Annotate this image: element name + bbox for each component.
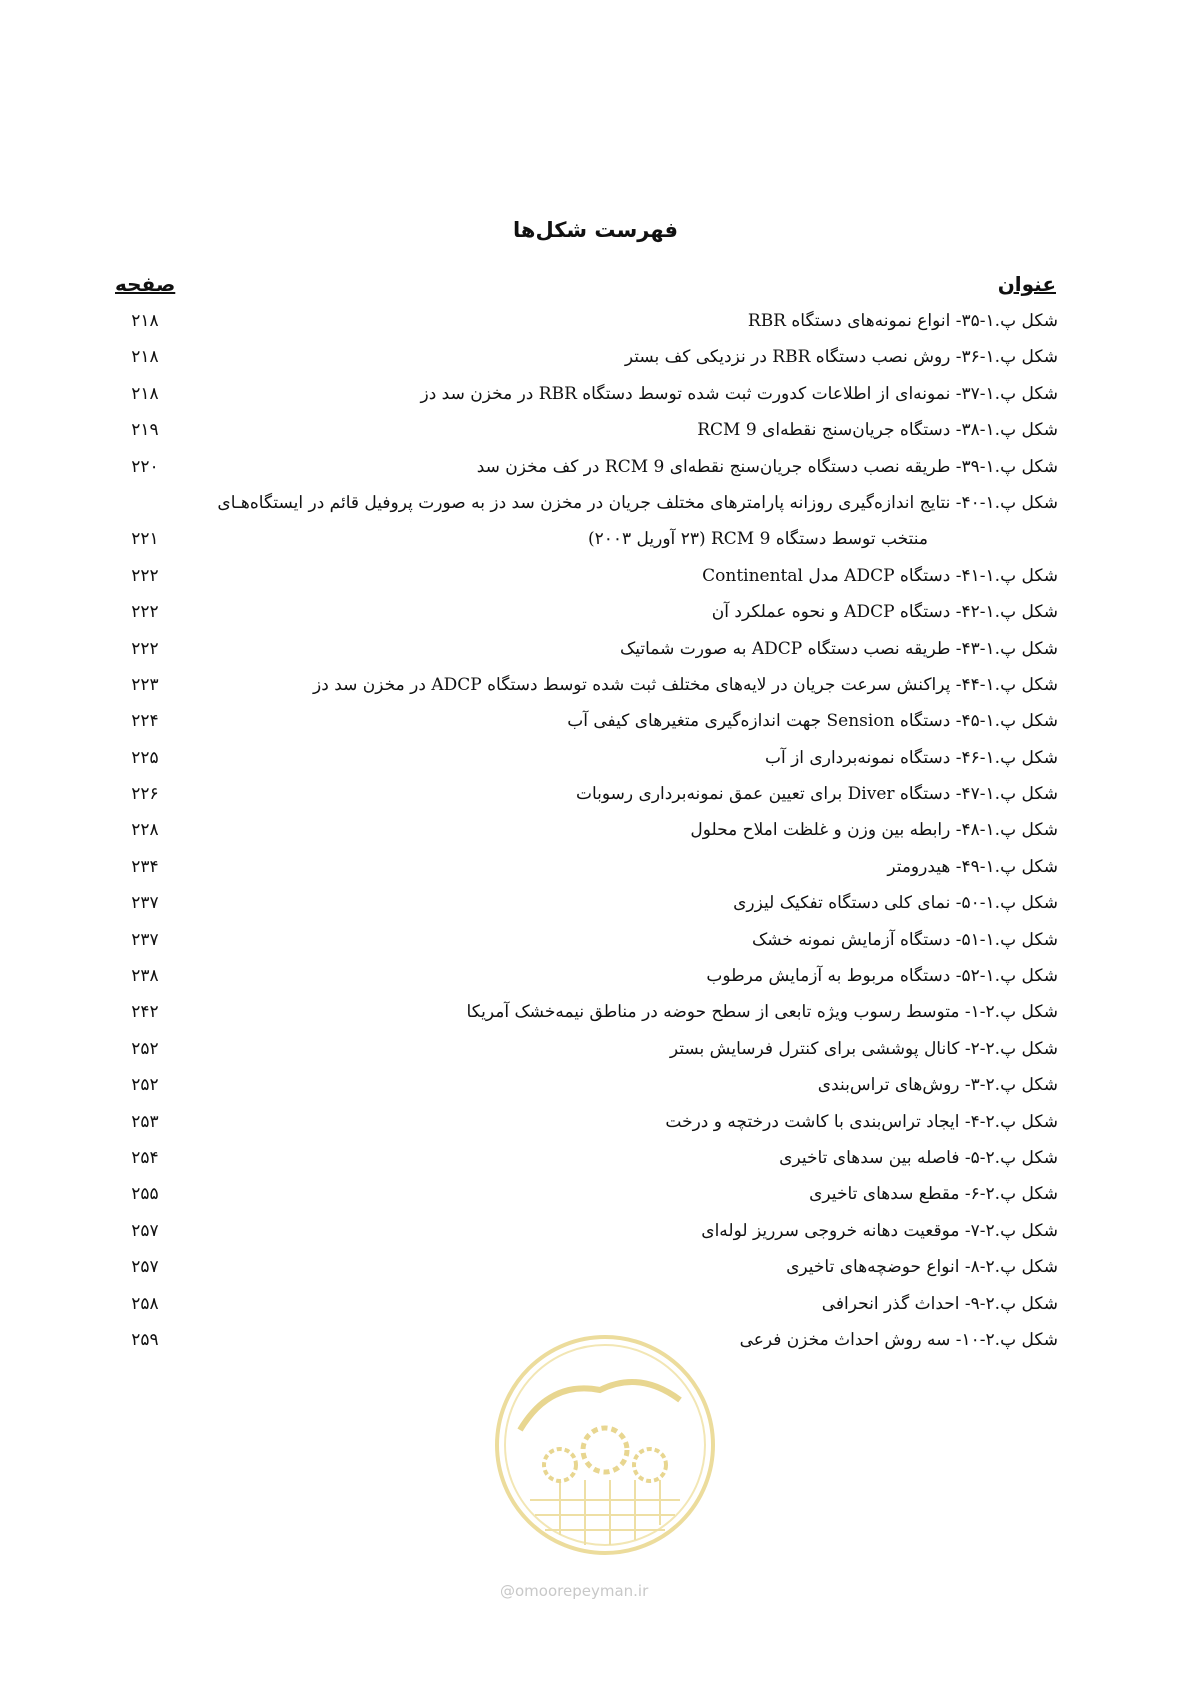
toc-entry-title: شکل پ.۱-۵۲- دستگاه مربوط به آزمایش مرطوب <box>706 966 1058 987</box>
toc-entry <box>120 639 1058 675</box>
toc-entry-page: ۲۲۱ <box>131 529 159 550</box>
toc-entry <box>120 1294 1058 1330</box>
toc-entry <box>120 1112 1058 1148</box>
toc-entry-page: ۲۴۲ <box>131 1002 159 1023</box>
column-header-page: صفحه <box>115 272 176 296</box>
toc-entry-page: ۲۳۸ <box>131 966 159 987</box>
toc-entry <box>120 493 1058 529</box>
toc-entry <box>120 1184 1058 1220</box>
toc-entry <box>120 893 1058 929</box>
toc-entry <box>120 784 1058 820</box>
toc-entry-title: شکل پ.۲-۹- احداث گذر انحرافی <box>821 1293 1058 1314</box>
toc-entry-title: شکل پ.۲-۵- فاصله بین سدهای تاخیری <box>779 1147 1058 1168</box>
toc-entry-page: ۲۲۸ <box>131 820 159 841</box>
toc-entry-page: ۲۳۷ <box>131 893 159 914</box>
toc-entry-title: شکل پ.۱-۴۱- دستگاه ADCP مدل Continental <box>702 565 1058 586</box>
toc-entry-title: شکل پ.۱-۳۸- دستگاه جریان‌سنج نقطه‌ای RCM 9 <box>697 420 1058 441</box>
toc-entry <box>120 311 1058 347</box>
toc-entry <box>120 711 1058 747</box>
toc-entry-title: شکل پ.۲-۱- متوسط رسوب ویژه تابعی از سطح حوضه در مناطق نیمه‌خشک آمریکا <box>466 1002 1058 1023</box>
watermark-site: @omoorepeyman.ir <box>500 1582 649 1600</box>
toc-entry-page: ۲۱۸ <box>131 383 159 404</box>
toc-entry <box>120 1148 1058 1184</box>
toc-entry-page: ۲۲۴ <box>131 711 159 732</box>
toc-entry-title: منتخب توسط دستگاه RCM 9 (۲۳ آوریل ۲۰۰۳) <box>587 529 928 550</box>
toc-entry-page: ۲۵۵ <box>131 1184 159 1205</box>
toc-entry <box>120 857 1058 893</box>
toc-entry-title: شکل پ.۱-۴۵- دستگاه Sension جهت اندازه‌گیری متغیرهای کیفی آب <box>567 711 1058 732</box>
toc-entry-page: ۲۵۲ <box>131 1075 159 1096</box>
toc-entry-page: ۲۱۸ <box>131 311 159 331</box>
toc-entry-title: شکل پ.۲-۸- انواع حوضچه‌های تاخیری <box>786 1257 1058 1278</box>
toc-entry <box>120 675 1058 711</box>
toc-entry-title: شکل پ.۲-۶- مقطع سدهای تاخیری <box>809 1184 1058 1205</box>
toc-entry-title: شکل پ.۱-۵۱- دستگاه آزمایش نمونه خشک <box>752 929 1058 950</box>
toc-entry-page: ۲۲۲ <box>131 638 159 659</box>
toc-entry-title: شکل پ.۱-۴۰- نتایج اندازه‌گیری روزانه پارامترهای مختلف جریان در مخزن سد دز به صورت پروفیل قائم در ایستگاه‌هـای <box>217 492 1058 513</box>
toc-entry-page: ۲۱۸ <box>131 347 159 368</box>
toc-entry <box>120 966 1058 1002</box>
toc-entry-page: ۲۵۹ <box>131 1329 159 1350</box>
toc-entry-title: شکل پ.۱-۳۵- انواع نمونه‌های دستگاه RBR <box>747 311 1058 331</box>
toc-entry-title: شکل پ.۲-۱۰- سه روش احداث مخزن فرعی <box>739 1329 1058 1350</box>
toc-entry <box>120 1075 1058 1111</box>
toc-entry-title: شکل پ.۱-۴۹- هیدرومتر <box>887 856 1058 877</box>
toc-entry <box>120 1002 1058 1038</box>
toc-entry <box>120 384 1058 420</box>
toc-entry-title: شکل پ.۱-۳۹- طریقه نصب دستگاه جریان‌سنج نقطه‌ای RCM 9 در کف مخزن سد <box>476 456 1058 477</box>
toc-entry-page: ۲۵۷ <box>131 1220 159 1241</box>
toc-entry-title: شکل پ.۱-۳۶- روش نصب دستگاه RBR در نزدیکی کف بستر <box>624 347 1058 368</box>
toc-entry <box>120 602 1058 638</box>
toc-entry-page: ۲۵۳ <box>131 1111 159 1132</box>
toc-entry-title: شکل پ.۱-۵۰- نمای کلی دستگاه تفکیک لیزری <box>733 893 1058 914</box>
toc-entry-page: ۲۵۷ <box>131 1257 159 1278</box>
toc-entry-page: ۲۲۵ <box>131 747 159 768</box>
toc-entry <box>120 820 1058 856</box>
toc-entry-title: شکل پ.۱-۴۷- دستگاه Diver برای تعیین عمق نمونه‌برداری رسوبات <box>575 784 1058 805</box>
toc-entry-title: شکل پ.۲-۳- روش‌های تراس‌بندی <box>817 1075 1058 1096</box>
watermark-logo <box>490 1330 720 1620</box>
toc-entry-title: شکل پ.۲-۴- ایجاد تراس‌بندی با کاشت درختچه و درخت <box>665 1111 1058 1132</box>
toc-entry-page: ۲۲۰ <box>131 456 159 477</box>
toc-entry-page: ۲۲۶ <box>131 784 159 805</box>
figure-list <box>120 311 1058 1366</box>
toc-entry-page: ۲۳۴ <box>131 856 159 877</box>
toc-entry-page: ۲۳۷ <box>131 929 159 950</box>
toc-entry-title: شکل پ.۱-۴۲- دستگاه ADCP و نحوه عملکرد آن <box>711 602 1058 623</box>
toc-entry-page: ۲۵۴ <box>131 1147 159 1168</box>
toc-entry-title: شکل پ.۲-۷- موقعیت دهانه خروجی سرریز لوله‌ای <box>701 1220 1058 1241</box>
toc-entry-page: ۲۲۳ <box>131 674 159 695</box>
toc-entry-title: شکل پ.۱-۴۸- رابطه بین وزن و غلظت املاح محلول <box>690 820 1058 841</box>
page-title: فهرست شکل‌ها <box>513 218 678 242</box>
toc-entry-title: شکل پ.۱-۴۴- پراکنش سرعت جریان در لایه‌های مختلف ثبت شده توسط دستگاه ADCP در مخزن سد دز <box>313 674 1058 695</box>
toc-entry <box>120 1257 1058 1293</box>
toc-entry <box>120 420 1058 456</box>
toc-entry <box>120 1039 1058 1075</box>
toc-entry-page: ۲۲۲ <box>131 565 159 586</box>
toc-entry-page: ۲۵۸ <box>131 1293 159 1314</box>
toc-entry <box>120 347 1058 383</box>
toc-entry <box>120 566 1058 602</box>
toc-entry-title: شکل پ.۱-۴۳- طریقه نصب دستگاه ADCP به صورت شماتیک <box>620 638 1058 659</box>
toc-entry <box>120 1221 1058 1257</box>
toc-entry <box>120 529 1058 565</box>
toc-entry-page: ۲۵۲ <box>131 1038 159 1059</box>
toc-entry <box>120 930 1058 966</box>
column-header-title: عنوان <box>997 272 1056 296</box>
toc-entry-title: شکل پ.۲-۲- کانال پوششی برای کنترل فرسایش بستر <box>669 1038 1058 1059</box>
toc-entry <box>120 457 1058 493</box>
toc-entry <box>120 748 1058 784</box>
toc-entry-page: ۲۲۲ <box>131 602 159 623</box>
toc-entry-page: ۲۱۹ <box>131 420 159 441</box>
toc-entry-title: شکل پ.۱-۴۶- دستگاه نمونه‌برداری از آب <box>764 747 1058 768</box>
toc-entry-title: شکل پ.۱-۳۷- نمونه‌ای از اطلاعات کدورت ثبت شده توسط دستگاه RBR در مخزن سد دز <box>420 383 1058 404</box>
